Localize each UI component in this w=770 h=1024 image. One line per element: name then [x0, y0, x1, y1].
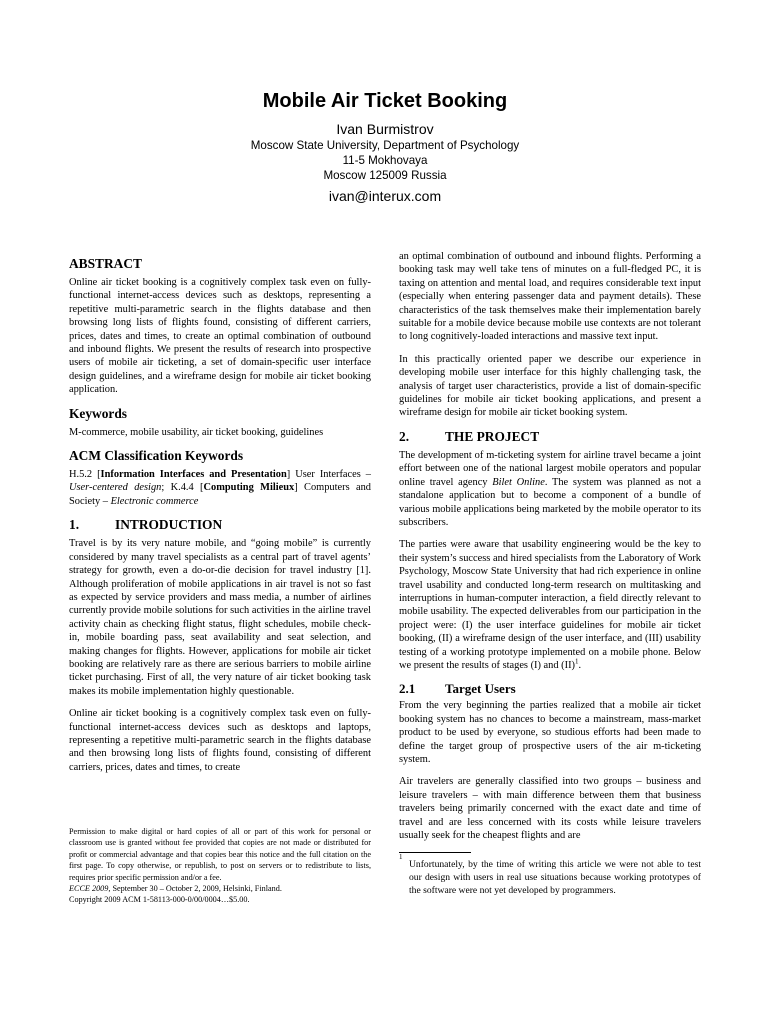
footnote: 1 Unfortunately, by the time of writing this article we were not able to test our design with users in real use situations because working prototypes of the software were not yet developed by programmers.: [399, 853, 701, 896]
abstract-heading: ABSTRACT: [69, 256, 142, 271]
section-number: 2.: [399, 428, 410, 444]
introduction-continued: In this practically oriented paper we describe our experience in developing mobile user interface for this highly challenging task, the analysis of target user characteristics, provide a list of domain-specific guidelines for mobile air ticket booking applications, and present a wireframe design for mobile air ticket booking system.: [399, 353, 701, 419]
project-heading: 2. THE PROJECT: [399, 428, 540, 444]
permission-text: Permission to make digital or hard copies of all or part of this work for personal or classroom use is granted without fee provided that copies are not made or distributed for profit or commercial advantage and that copies bear this notice and the full citation on the first page. To copy otherwise, or republish, to post on servers or to redistribute to lists, requires prior specific permission and/or a fee.: [69, 827, 371, 882]
affiliation-line: Moscow State University, Department of Psychology: [250, 139, 520, 152]
section-number: 1.: [69, 517, 80, 533]
affiliation-line: 11-5 Mokhovaya: [342, 154, 428, 167]
section-number: 2.1: [399, 681, 416, 697]
footnote-divider: [399, 852, 471, 853]
venue-line: ECCE 2009, September 30 – October 2, 2009, Helsinki, Finland.: [69, 884, 282, 894]
right-column: [399, 250, 701, 897]
abstract-text: Online air ticket booking is a cognitively complex task even on fully-functional internet-access devices such as desktops, representing a repetitive multi-parametric search in the flights database and then browsing long lists of flights found, consisting of different carriers, prices, dates and times, to create an optimal combination of outbound and inbound flights. We present the results of research into prospective users of mobile air ticketing, a set of domain-specific user interface design guidelines, and a wireframe design for mobile air ticket booking application.: [69, 277, 371, 396]
introduction-heading: 1. INTRODUCTION: [69, 517, 223, 533]
left-column: [69, 250, 371, 774]
paper-title: Mobile Air Ticket Booking: [262, 90, 508, 112]
project-paragraph: The development of m-ticketing system for airline travel became a joint effort between one of the national largest mobile operators and popular online travel agency Bilet Online. The system was planned as not a standalone application but to become a component of a bundle of various mobile applications being marketed by the mobile operator to its subscribers.: [399, 449, 701, 528]
acm-text: H.5.2 [Information Interfaces and Presentation] User Interfaces – User-centered design; K.4.4 [Computing Milieux] Computers and Society – Electronic commerce: [69, 469, 371, 507]
keywords-text: M-commerce, mobile usability, air ticket booking, guidelines: [69, 426, 324, 438]
author-email: ivan@interux.com: [328, 188, 442, 204]
target-users-paragraph: From the very beginning the parties realized that a mobile air ticket booking system has no chances to become a mainstream, mass-market product to be used by everyone, so studious efforts had been made to define the target group of prospective users of the air m-ticketing system.: [399, 700, 701, 765]
footnote-ref[interactable]: 1: [575, 657, 579, 666]
paper-header: [0, 88, 770, 205]
author-name: Ivan Burmistrov: [336, 121, 434, 137]
project-paragraph: The parties were aware that usability engineering would be the key to their system’s success and hired specialists from the Laboratory of Work Psychology, Moscow State University that had rich experience in online travel usability and conducted long-term research on multitasking and interruptions in human-computer interaction, a field directly relevant to mobile usability. The expected deliverables from our participation in the project were: (I) the user interface guidelines for mobile air ticket booking, (II) a wireframe design of the user interface, and (III) usability testing of a working prototype implemented on a mobile phone. Below we present the results of stages (I) and (II)$^1$.: [399, 539, 701, 671]
copyright-line: Copyright 2009 ACM 1-58113-000-0/00/0004…$5.00.: [69, 895, 250, 905]
introduction-continued: an optimal combination of outbound and inbound flights. Performing a booking task may well take tens of minutes on a full-fledged PC, it is taxing on attention and mental load, and requires considerable text input (especially when entering passenger data and payment details). These characteristics of the task themselves make their implementation barely suitable for a mobile device because mobile use contexts are not tolerant to long cognitively-loaded interactions and massive text input.: [399, 251, 701, 343]
introduction-paragraph: Travel is by its very nature mobile, and “going mobile” is currently considered by many travel specialists as a central part of travel agents’ strategy for growth, even a do-or-die decision for travel industry [1]. Although proliferation of mobile applications in air travel is not so fast as expected by service providers and mass media, a number of airlines currently provide mobile solutions for such activities in the airline travel activity chain as checking flight status, flight schedules, mobile check-in, mobile boarding pass, seat availability and seat selection, and making changes for flights. However, applications for mobile air ticket booking are relatively rare as there are serious barriers to mobile airline ticket purchasing. First of all, the very nature of air ticket booking task makes its mobile implementation highly questionable.: [69, 538, 371, 697]
permission-notice: [69, 826, 371, 906]
acm-heading: ACM Classification Keywords: [69, 448, 244, 464]
affiliation-line: Moscow 125009 Russia: [323, 169, 447, 182]
target-users-paragraph: Air travelers are generally classified into two groups – business and leisure travelers – with main difference between them that business travelers being primarily concerned with the exact date and time of travel and are less concerned with its costs while leisure travelers usually seek for the cheapest flights and are: [399, 776, 701, 842]
target-users-heading: 2.1 Target Users: [399, 681, 516, 697]
introduction-paragraph: Online air ticket booking is a cognitively complex task even on fully-functional internet-access devices such as desktops and laptops, representing a repetitive multi-parametric search in the flights database and then browsing long lists of flights found, consisting of different carriers, prices, dates and times, to create: [69, 708, 371, 773]
keywords-heading: Keywords: [69, 405, 128, 421]
